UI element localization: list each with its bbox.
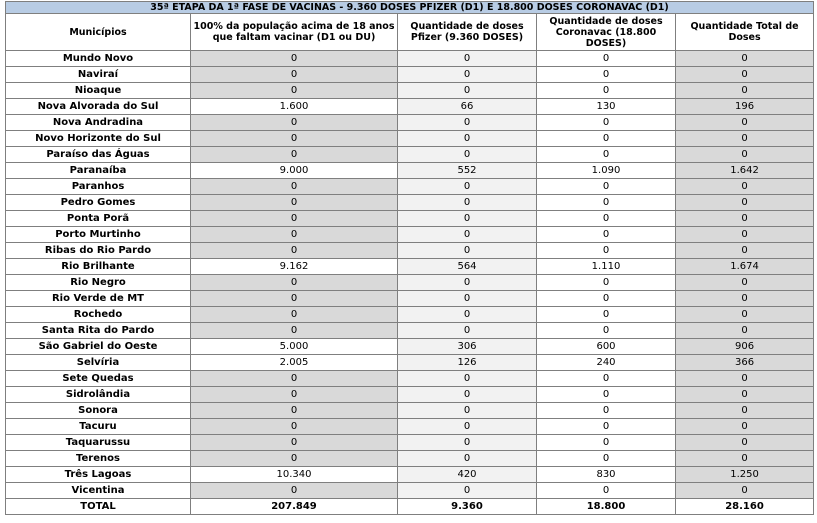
cell-municipio: Ribas do Rio Pardo <box>6 243 191 259</box>
cell-total: 0 <box>676 323 814 339</box>
cell-total: 1.642 <box>676 163 814 179</box>
cell-coronavac: 1.110 <box>537 259 676 275</box>
cell-total: 0 <box>676 291 814 307</box>
cell-municipio: Paranaíba <box>6 163 191 179</box>
cell-coronavac: 0 <box>537 403 676 419</box>
table-row <box>6 467 814 483</box>
table-row <box>6 435 814 451</box>
cell-coronavac: 0 <box>537 435 676 451</box>
cell-pfizer: 0 <box>398 323 537 339</box>
total-row <box>6 499 814 515</box>
table-title: 35ª ETAPA DA 1ª FASE DE VACINAS - 9.360 DOSES PFIZER (D1) E 18.800 DOSES CORONAVAC (D1) <box>6 2 814 14</box>
cell-pfizer: 0 <box>398 419 537 435</box>
table-row <box>6 99 814 115</box>
cell-populacao: 0 <box>191 387 398 403</box>
table-row <box>6 243 814 259</box>
cell-pfizer: 66 <box>398 99 537 115</box>
cell-municipio: Porto Murtinho <box>6 227 191 243</box>
cell-municipio: Rio Brilhante <box>6 259 191 275</box>
cell-coronavac: 0 <box>537 323 676 339</box>
table-row <box>6 163 814 179</box>
cell-populacao: 0 <box>191 371 398 387</box>
cell-pfizer: 0 <box>398 115 537 131</box>
cell-coronavac: 0 <box>537 51 676 67</box>
cell-pfizer: 564 <box>398 259 537 275</box>
cell-populacao: 0 <box>191 451 398 467</box>
table-row <box>6 483 814 499</box>
cell-municipio: Paranhos <box>6 179 191 195</box>
cell-total: 0 <box>676 67 814 83</box>
cell-total: 0 <box>676 227 814 243</box>
table-row <box>6 419 814 435</box>
total-pfizer: 9.360 <box>398 499 537 515</box>
table-row <box>6 339 814 355</box>
cell-total: 1.674 <box>676 259 814 275</box>
cell-total: 0 <box>676 307 814 323</box>
cell-coronavac: 0 <box>537 83 676 99</box>
cell-pfizer: 0 <box>398 243 537 259</box>
cell-populacao: 10.340 <box>191 467 398 483</box>
cell-municipio: Novo Horizonte do Sul <box>6 131 191 147</box>
cell-populacao: 0 <box>191 83 398 99</box>
cell-municipio: Sonora <box>6 403 191 419</box>
cell-total: 0 <box>676 387 814 403</box>
cell-coronavac: 0 <box>537 147 676 163</box>
table-row <box>6 51 814 67</box>
cell-populacao: 0 <box>191 419 398 435</box>
cell-total: 366 <box>676 355 814 371</box>
cell-total: 0 <box>676 435 814 451</box>
cell-pfizer: 0 <box>398 483 537 499</box>
cell-municipio: São Gabriel do Oeste <box>6 339 191 355</box>
cell-total: 0 <box>676 131 814 147</box>
header-row <box>6 14 814 51</box>
cell-pfizer: 552 <box>398 163 537 179</box>
table-row <box>6 451 814 467</box>
cell-coronavac: 0 <box>537 67 676 83</box>
table-row <box>6 83 814 99</box>
cell-municipio: Vicentina <box>6 483 191 499</box>
cell-coronavac: 0 <box>537 419 676 435</box>
header-total: Quantidade Total de Doses <box>676 14 814 51</box>
cell-populacao: 0 <box>191 243 398 259</box>
cell-coronavac: 0 <box>537 451 676 467</box>
cell-pfizer: 126 <box>398 355 537 371</box>
cell-municipio: Selvíria <box>6 355 191 371</box>
total-doses: 28.160 <box>676 499 814 515</box>
cell-municipio: Rio Verde de MT <box>6 291 191 307</box>
cell-total: 0 <box>676 195 814 211</box>
cell-coronavac: 600 <box>537 339 676 355</box>
header-coronavac: Quantidade de doses Coronavac (18.800 DOSES) <box>537 14 676 51</box>
cell-populacao: 2.005 <box>191 355 398 371</box>
cell-pfizer: 0 <box>398 147 537 163</box>
table-row <box>6 115 814 131</box>
cell-populacao: 9.162 <box>191 259 398 275</box>
cell-populacao: 1.600 <box>191 99 398 115</box>
cell-municipio: Pedro Gomes <box>6 195 191 211</box>
cell-populacao: 0 <box>191 435 398 451</box>
cell-pfizer: 0 <box>398 435 537 451</box>
cell-coronavac: 0 <box>537 307 676 323</box>
cell-populacao: 0 <box>191 275 398 291</box>
header-municipios: Municípios <box>6 14 191 51</box>
cell-total: 0 <box>676 243 814 259</box>
cell-coronavac: 0 <box>537 115 676 131</box>
cell-municipio: Tacuru <box>6 419 191 435</box>
cell-pfizer: 0 <box>398 307 537 323</box>
cell-total: 0 <box>676 451 814 467</box>
cell-pfizer: 306 <box>398 339 537 355</box>
cell-pfizer: 0 <box>398 403 537 419</box>
table-row <box>6 291 814 307</box>
table-row <box>6 195 814 211</box>
table-row <box>6 403 814 419</box>
cell-pfizer: 0 <box>398 291 537 307</box>
cell-municipio: Naviraí <box>6 67 191 83</box>
cell-populacao: 0 <box>191 307 398 323</box>
cell-municipio: Taquarussu <box>6 435 191 451</box>
cell-populacao: 0 <box>191 131 398 147</box>
cell-pfizer: 0 <box>398 179 537 195</box>
cell-populacao: 5.000 <box>191 339 398 355</box>
total-populacao: 207.849 <box>191 499 398 515</box>
cell-municipio: Terenos <box>6 451 191 467</box>
cell-coronavac: 0 <box>537 131 676 147</box>
total-label: TOTAL <box>6 499 191 515</box>
cell-municipio: Paraíso das Águas <box>6 147 191 163</box>
cell-municipio: Mundo Novo <box>6 51 191 67</box>
cell-pfizer: 0 <box>398 275 537 291</box>
cell-populacao: 0 <box>191 323 398 339</box>
cell-populacao: 0 <box>191 115 398 131</box>
table-row <box>6 307 814 323</box>
cell-coronavac: 0 <box>537 387 676 403</box>
cell-coronavac: 0 <box>537 211 676 227</box>
cell-municipio: Sidrolândia <box>6 387 191 403</box>
cell-municipio: Rochedo <box>6 307 191 323</box>
cell-pfizer: 0 <box>398 227 537 243</box>
cell-total: 0 <box>676 179 814 195</box>
cell-pfizer: 0 <box>398 451 537 467</box>
table-row <box>6 67 814 83</box>
cell-populacao: 9.000 <box>191 163 398 179</box>
cell-coronavac: 0 <box>537 195 676 211</box>
cell-coronavac: 0 <box>537 291 676 307</box>
table-row <box>6 371 814 387</box>
table-row <box>6 355 814 371</box>
cell-total: 0 <box>676 403 814 419</box>
cell-total: 0 <box>676 371 814 387</box>
cell-total: 0 <box>676 147 814 163</box>
cell-municipio: Santa Rita do Pardo <box>6 323 191 339</box>
cell-coronavac: 830 <box>537 467 676 483</box>
cell-total: 0 <box>676 483 814 499</box>
cell-coronavac: 0 <box>537 227 676 243</box>
table-title-row <box>6 2 814 14</box>
cell-pfizer: 0 <box>398 51 537 67</box>
table-row <box>6 211 814 227</box>
header-pfizer: Quantidade de doses Pfizer (9.360 DOSES) <box>398 14 537 51</box>
cell-pfizer: 0 <box>398 371 537 387</box>
cell-total: 0 <box>676 83 814 99</box>
header-populacao: 100% da população acima de 18 anos que faltam vacinar (D1 ou DU) <box>191 14 398 51</box>
cell-populacao: 0 <box>191 211 398 227</box>
cell-pfizer: 420 <box>398 467 537 483</box>
table-row <box>6 259 814 275</box>
table-row <box>6 131 814 147</box>
table-row <box>6 387 814 403</box>
table-row <box>6 179 814 195</box>
cell-total: 906 <box>676 339 814 355</box>
cell-pfizer: 0 <box>398 83 537 99</box>
cell-total: 196 <box>676 99 814 115</box>
cell-total: 0 <box>676 51 814 67</box>
cell-total: 0 <box>676 211 814 227</box>
cell-total: 1.250 <box>676 467 814 483</box>
cell-municipio: Rio Negro <box>6 275 191 291</box>
cell-municipio: Nova Alvorada do Sul <box>6 99 191 115</box>
cell-total: 0 <box>676 115 814 131</box>
cell-populacao: 0 <box>191 195 398 211</box>
cell-municipio: Sete Quedas <box>6 371 191 387</box>
cell-coronavac: 130 <box>537 99 676 115</box>
cell-pfizer: 0 <box>398 195 537 211</box>
cell-coronavac: 1.090 <box>537 163 676 179</box>
table-row <box>6 147 814 163</box>
total-coronavac: 18.800 <box>537 499 676 515</box>
cell-coronavac: 240 <box>537 355 676 371</box>
cell-coronavac: 0 <box>537 243 676 259</box>
cell-pfizer: 0 <box>398 211 537 227</box>
cell-populacao: 0 <box>191 227 398 243</box>
table-row <box>6 323 814 339</box>
cell-populacao: 0 <box>191 147 398 163</box>
table-row <box>6 275 814 291</box>
cell-populacao: 0 <box>191 291 398 307</box>
cell-coronavac: 0 <box>537 483 676 499</box>
cell-pfizer: 0 <box>398 131 537 147</box>
cell-populacao: 0 <box>191 51 398 67</box>
cell-municipio: Nioaque <box>6 83 191 99</box>
cell-municipio: Nova Andradina <box>6 115 191 131</box>
cell-municipio: Ponta Porã <box>6 211 191 227</box>
cell-pfizer: 0 <box>398 67 537 83</box>
cell-total: 0 <box>676 275 814 291</box>
cell-total: 0 <box>676 419 814 435</box>
cell-coronavac: 0 <box>537 179 676 195</box>
cell-municipio: Três Lagoas <box>6 467 191 483</box>
cell-populacao: 0 <box>191 483 398 499</box>
cell-populacao: 0 <box>191 67 398 83</box>
cell-populacao: 0 <box>191 179 398 195</box>
cell-populacao: 0 <box>191 403 398 419</box>
table-row <box>6 227 814 243</box>
cell-coronavac: 0 <box>537 371 676 387</box>
vaccine-distribution-table <box>5 1 814 515</box>
cell-coronavac: 0 <box>537 275 676 291</box>
cell-pfizer: 0 <box>398 387 537 403</box>
